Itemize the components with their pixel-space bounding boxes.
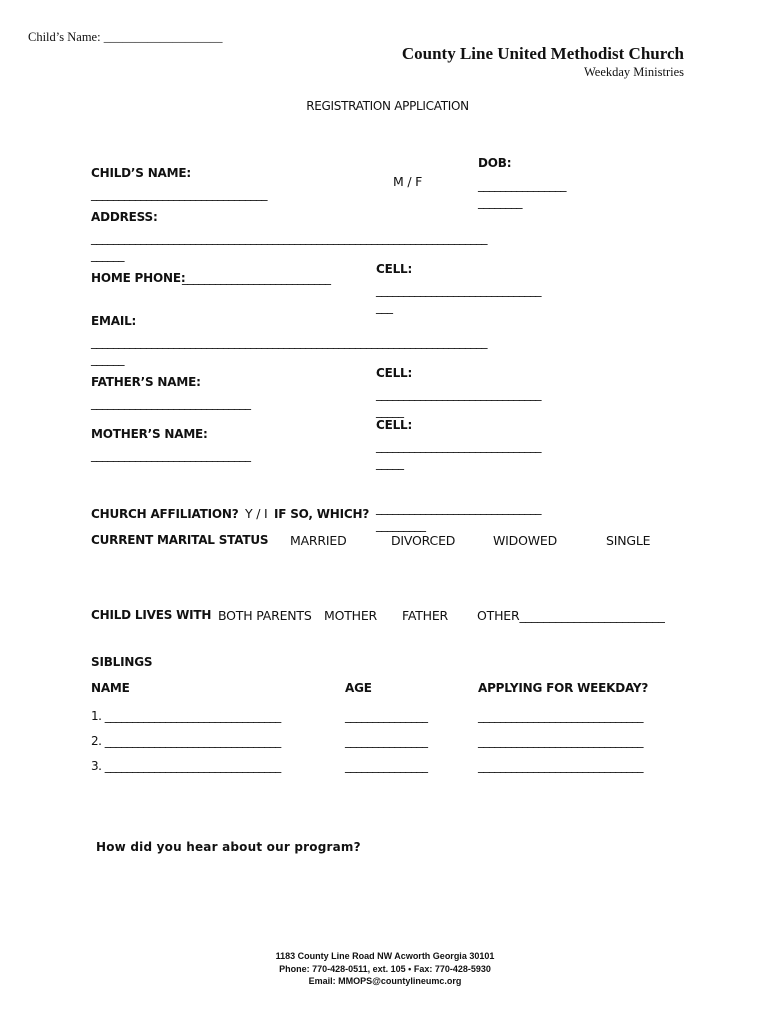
sibling-3-name-line[interactable]: 3. ________________________________: [91, 759, 281, 773]
dob-line-1[interactable]: ________________: [478, 178, 566, 192]
address-line-2[interactable]: ______: [91, 248, 124, 262]
siblings-col-age: AGE: [345, 681, 372, 695]
marital-status-label: CURRENT MARITAL STATUS: [91, 533, 269, 547]
top-child-name-field[interactable]: Child’s Name: ___________________: [28, 30, 223, 44]
sibling-1-age-line[interactable]: _______________: [345, 709, 428, 723]
father-cell-line-2[interactable]: _____: [376, 404, 404, 418]
sex-options[interactable]: M / F: [393, 174, 423, 189]
mother-cell-line-2[interactable]: _____: [376, 456, 404, 470]
sibling-1-applying-line[interactable]: ______________________________: [478, 709, 643, 723]
mother-cell-label: CELL:: [376, 418, 413, 432]
mother-name-label: MOTHER’S NAME:: [91, 427, 208, 441]
footer-phone: Phone: 770-428-0511, ext. 105 • Fax: 770-428-5930: [279, 964, 491, 974]
mother-cell-line-1[interactable]: ______________________________: [376, 439, 541, 453]
mother-name-line[interactable]: _____________________________: [91, 448, 251, 462]
footer-email: Email: MMOPS@countylineumc.org: [308, 976, 462, 986]
father-name-line[interactable]: _____________________________: [91, 396, 251, 410]
ministry-subtitle: Weekday Ministries: [583, 65, 684, 79]
marital-option-widowed[interactable]: WIDOWED: [493, 533, 557, 548]
sibling-2-age-line[interactable]: _______________: [345, 734, 428, 748]
marital-option-single[interactable]: SINGLE: [606, 533, 651, 548]
church-affiliation-label: CHURCH AFFILIATION?: [91, 507, 239, 521]
home-cell-label: CELL:: [376, 262, 413, 276]
father-name-label: FATHER’S NAME:: [91, 375, 201, 389]
email-line-2[interactable]: ______: [91, 352, 124, 366]
sibling-2-name-line[interactable]: 2. ________________________________: [91, 734, 281, 748]
child-name-line[interactable]: ________________________________: [91, 187, 267, 201]
home-cell-line-2[interactable]: ___: [376, 300, 393, 314]
church-which-line-1[interactable]: ______________________________: [376, 501, 541, 515]
address-label: ADDRESS:: [91, 210, 158, 224]
email-label: EMAIL:: [91, 314, 137, 328]
sibling-2-applying-line[interactable]: ______________________________: [478, 734, 643, 748]
church-yn-options[interactable]: Y / I: [245, 506, 268, 521]
church-which-label: IF SO, WHICH?: [274, 507, 370, 521]
sibling-1-name-line[interactable]: 1. ________________________________: [91, 709, 281, 723]
siblings-col-applying: APPLYING FOR WEEKDAY?: [478, 681, 649, 695]
child-name-label: CHILD’S NAME:: [91, 166, 191, 180]
church-name: County Line United Methodist Church: [401, 44, 684, 63]
lives-with-father[interactable]: FATHER: [402, 608, 449, 623]
lives-with-other[interactable]: OTHER________________________: [477, 608, 665, 623]
email-line-1[interactable]: ________________________________________________________________________: [91, 335, 487, 349]
dob-label: DOB:: [478, 156, 512, 170]
father-cell-label: CELL:: [376, 366, 413, 380]
dob-line-2[interactable]: ________: [478, 195, 522, 209]
marital-option-divorced[interactable]: DIVORCED: [391, 533, 456, 548]
siblings-title: SIBLINGS: [91, 655, 153, 669]
hear-about-question: How did you hear about our program?: [96, 840, 361, 854]
sibling-3-applying-line[interactable]: ______________________________: [478, 759, 643, 773]
lives-with-mother[interactable]: MOTHER: [324, 608, 378, 623]
home-phone-line[interactable]: ___________________________: [182, 271, 331, 285]
marital-option-married[interactable]: MARRIED: [290, 533, 347, 548]
home-phone-label: HOME PHONE:: [91, 271, 186, 285]
father-cell-line-1[interactable]: ______________________________: [376, 387, 541, 401]
church-which-line-2[interactable]: _________: [376, 518, 426, 532]
home-cell-line-1[interactable]: ______________________________: [376, 283, 541, 297]
footer-address: 1183 County Line Road NW Acworth Georgia 30101: [275, 951, 495, 961]
form-title: REGISTRATION APPLICATION: [306, 99, 469, 113]
address-line-1[interactable]: ________________________________________________________________________: [91, 231, 487, 245]
sibling-3-age-line[interactable]: _______________: [345, 759, 428, 773]
lives-with-label: CHILD LIVES WITH: [91, 608, 212, 622]
lives-with-both-parents[interactable]: BOTH PARENTS: [218, 608, 312, 623]
siblings-col-name: NAME: [91, 681, 130, 695]
